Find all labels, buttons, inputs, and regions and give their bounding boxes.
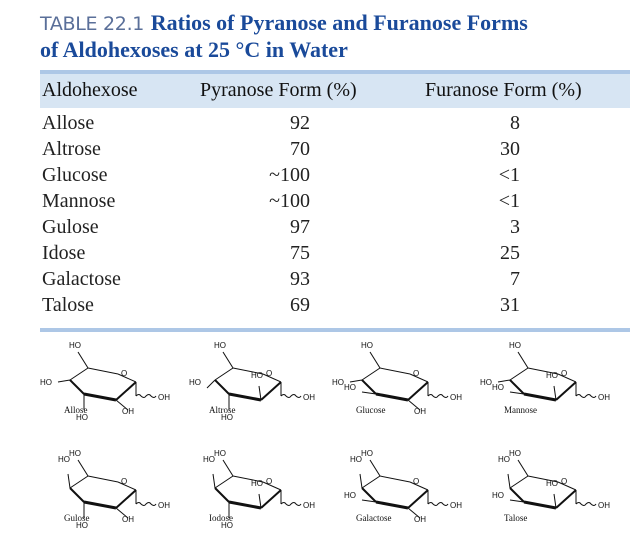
- c4-ho-label: HO: [498, 455, 510, 464]
- ring-oxygen-label: O: [266, 369, 273, 378]
- bond: [215, 380, 229, 394]
- wavy-bond: [281, 395, 301, 398]
- bond: [508, 474, 510, 488]
- bond: [360, 474, 362, 488]
- ring-oxygen-label: O: [121, 477, 128, 486]
- table-row: [40, 294, 630, 320]
- cell-name: Altrose: [42, 138, 101, 160]
- chair-structure-svg: [458, 438, 608, 543]
- ch2oh-label: HO: [214, 449, 226, 458]
- c4-ho-label: HO: [203, 455, 215, 464]
- bond: [370, 352, 380, 368]
- bond: [554, 494, 556, 508]
- table-title: [40, 10, 630, 63]
- bond: [70, 380, 84, 394]
- anomeric-oh-label: OH: [598, 501, 610, 510]
- c3-ho-label: HO: [492, 383, 504, 392]
- bond: [88, 476, 118, 482]
- bond: [380, 368, 410, 374]
- bond: [376, 394, 408, 400]
- bond: [380, 476, 410, 482]
- c3-ho-label: HO: [76, 521, 88, 530]
- wavy-bond: [136, 395, 156, 398]
- c3-ho-label: HO: [492, 491, 504, 500]
- c2-oh-label: OH: [414, 515, 426, 524]
- sugar-name: Iodose: [209, 513, 233, 523]
- header-furanose: Furanose Form (%): [425, 79, 582, 101]
- bond: [116, 490, 136, 508]
- c3-ho-label: HO: [76, 413, 88, 422]
- table-number: TABLE 22.1: [40, 13, 145, 35]
- bond: [70, 368, 88, 380]
- bond: [84, 394, 116, 400]
- cell-name: Mannose: [42, 190, 116, 212]
- cell-furanose: 31: [500, 294, 520, 316]
- chair-structure-svg: [310, 330, 460, 435]
- wavy-bond: [136, 503, 156, 506]
- header-aldohexose: Aldohexose: [42, 79, 138, 101]
- cell-pyranose: ~100: [269, 190, 310, 212]
- bond: [362, 476, 380, 488]
- c2-oh-label: OH: [122, 407, 134, 416]
- table-row: [40, 190, 630, 216]
- bond: [215, 488, 229, 502]
- table-header: [40, 70, 630, 108]
- anomeric-oh-label: OH: [303, 501, 315, 510]
- c2-oh-label: OH: [414, 407, 426, 416]
- cell-furanose: <1: [498, 164, 520, 186]
- bond: [78, 460, 88, 476]
- bond: [223, 460, 233, 476]
- cell-pyranose: 69: [290, 294, 310, 316]
- bond: [524, 502, 556, 508]
- chair-structure-svg: [18, 438, 168, 543]
- cell-name: Idose: [42, 242, 86, 264]
- c4-ho-label: HO: [40, 378, 52, 387]
- anomeric-oh-label: OH: [158, 501, 170, 510]
- ch2oh-label: HO: [509, 449, 521, 458]
- c4-ho-label: HO: [332, 378, 344, 387]
- ch2oh-label: HO: [214, 341, 226, 350]
- sugar-name: Galactose: [356, 513, 392, 523]
- sugar-name: Altrose: [209, 405, 236, 415]
- bond: [223, 352, 233, 368]
- bond: [213, 474, 215, 488]
- bond: [510, 476, 528, 488]
- ch2oh-label: HO: [361, 449, 373, 458]
- bond: [261, 382, 281, 400]
- bond: [88, 368, 118, 374]
- wavy-bond: [576, 395, 596, 398]
- structure-mannose: [458, 330, 608, 435]
- bond: [58, 380, 70, 382]
- bond: [68, 474, 70, 488]
- table-row: [40, 112, 630, 138]
- anomeric-oh-label: OH: [158, 393, 170, 402]
- bond: [229, 502, 261, 508]
- c2-ho-label: HO: [251, 371, 263, 380]
- wavy-bond: [281, 503, 301, 506]
- ch2oh-label: HO: [509, 341, 521, 350]
- structure-talose: [458, 438, 608, 543]
- table-row: [40, 138, 630, 164]
- cell-furanose: <1: [498, 190, 520, 212]
- bond: [229, 394, 261, 400]
- ring-oxygen-label: O: [121, 369, 128, 378]
- cell-name: Allose: [42, 112, 95, 134]
- ring-oxygen-label: O: [561, 477, 568, 486]
- bond: [78, 352, 88, 368]
- structure-altrose: [163, 330, 313, 435]
- c4-ho-label: HO: [350, 455, 362, 464]
- wavy-bond: [428, 395, 448, 398]
- cell-name: Talose: [42, 294, 94, 316]
- anomeric-oh-label: OH: [450, 393, 462, 402]
- cell-pyranose: 92: [290, 112, 310, 134]
- sugar-name: Gulose: [64, 513, 90, 523]
- c4-ho-label: HO: [480, 378, 492, 387]
- cell-furanose: 25: [500, 242, 520, 264]
- structure-gulose: [18, 438, 168, 543]
- bond: [350, 380, 362, 382]
- c3-ho-label: HO: [221, 521, 233, 530]
- bond: [524, 394, 556, 400]
- ch2oh-label: HO: [69, 449, 81, 458]
- ratios-table: [40, 70, 630, 332]
- bond: [510, 368, 528, 380]
- bond: [70, 488, 84, 502]
- ring-oxygen-label: O: [561, 369, 568, 378]
- cell-furanose: 7: [510, 268, 520, 290]
- ring-oxygen-label: O: [266, 477, 273, 486]
- ring-oxygen-label: O: [413, 369, 420, 378]
- bond: [207, 380, 215, 388]
- cell-furanose: 8: [510, 112, 520, 134]
- structure-iodose: [163, 438, 313, 543]
- bond: [408, 490, 428, 508]
- c2-ho-label: HO: [251, 479, 263, 488]
- c2-ho-label: HO: [546, 371, 558, 380]
- structure-allose: [18, 330, 168, 435]
- cell-pyranose: 75: [290, 242, 310, 264]
- bond: [556, 382, 576, 400]
- cell-furanose: 3: [510, 216, 520, 238]
- c3-ho-label: HO: [344, 491, 356, 500]
- c4-ho-label: HO: [58, 455, 70, 464]
- chair-structure-svg: [458, 330, 608, 435]
- c2-oh-label: OH: [122, 515, 134, 524]
- table-title-text: Ratios of Pyranose and Furanose Forms: [150, 10, 528, 35]
- bond: [84, 502, 116, 508]
- ch2oh-label: HO: [361, 341, 373, 350]
- ring-oxygen-label: O: [413, 477, 420, 486]
- wavy-bond: [576, 503, 596, 506]
- chair-structure-svg: [18, 330, 168, 435]
- sugar-name: Allose: [64, 405, 88, 415]
- structure-glucose: [310, 330, 460, 435]
- bond: [259, 386, 261, 400]
- ch2oh-label: HO: [69, 341, 81, 350]
- chair-structure-svg: [310, 438, 460, 543]
- anomeric-oh-label: OH: [450, 501, 462, 510]
- chair-structure-svg: [163, 330, 313, 435]
- table-row: [40, 164, 630, 190]
- table-row: [40, 268, 630, 294]
- bond: [259, 494, 261, 508]
- table-row: [40, 242, 630, 268]
- bond: [408, 382, 428, 400]
- cell-pyranose: ~100: [269, 164, 310, 186]
- bond: [556, 490, 576, 508]
- cell-name: Galactose: [42, 268, 121, 290]
- sugar-name: Mannose: [504, 405, 537, 415]
- bond: [215, 368, 233, 380]
- bond: [70, 476, 88, 488]
- cell-pyranose: 70: [290, 138, 310, 160]
- bond: [116, 382, 136, 400]
- cell-name: Glucose: [42, 164, 108, 186]
- chair-structure-svg: [163, 438, 313, 543]
- sugar-name: Glucose: [356, 405, 386, 415]
- structure-galactose: [310, 438, 460, 543]
- cell-name: Gulose: [42, 216, 99, 238]
- bond: [518, 352, 528, 368]
- cell-pyranose: 93: [290, 268, 310, 290]
- anomeric-oh-label: OH: [303, 393, 315, 402]
- bond: [518, 460, 528, 476]
- header-pyranose: Pyranose Form (%): [200, 79, 357, 101]
- table-title-text-line2: of Aldohexoses at 25 °C in Water: [40, 37, 348, 62]
- bond: [498, 380, 510, 382]
- c3-ho-label: HO: [221, 413, 233, 422]
- anomeric-oh-label: OH: [598, 393, 610, 402]
- c2-ho-label: HO: [546, 479, 558, 488]
- cell-furanose: 30: [500, 138, 520, 160]
- bond: [554, 386, 556, 400]
- sugar-name: Talose: [504, 513, 528, 523]
- wavy-bond: [428, 503, 448, 506]
- bond: [215, 476, 233, 488]
- c4-ho-label: HO: [189, 378, 201, 387]
- bond: [362, 368, 380, 380]
- c3-ho-label: HO: [344, 383, 356, 392]
- cell-pyranose: 97: [290, 216, 310, 238]
- pyranose-structures: [18, 330, 630, 550]
- bond: [261, 490, 281, 508]
- table-body: [40, 108, 630, 332]
- table-row: [40, 216, 630, 242]
- bond: [370, 460, 380, 476]
- bond: [376, 502, 408, 508]
